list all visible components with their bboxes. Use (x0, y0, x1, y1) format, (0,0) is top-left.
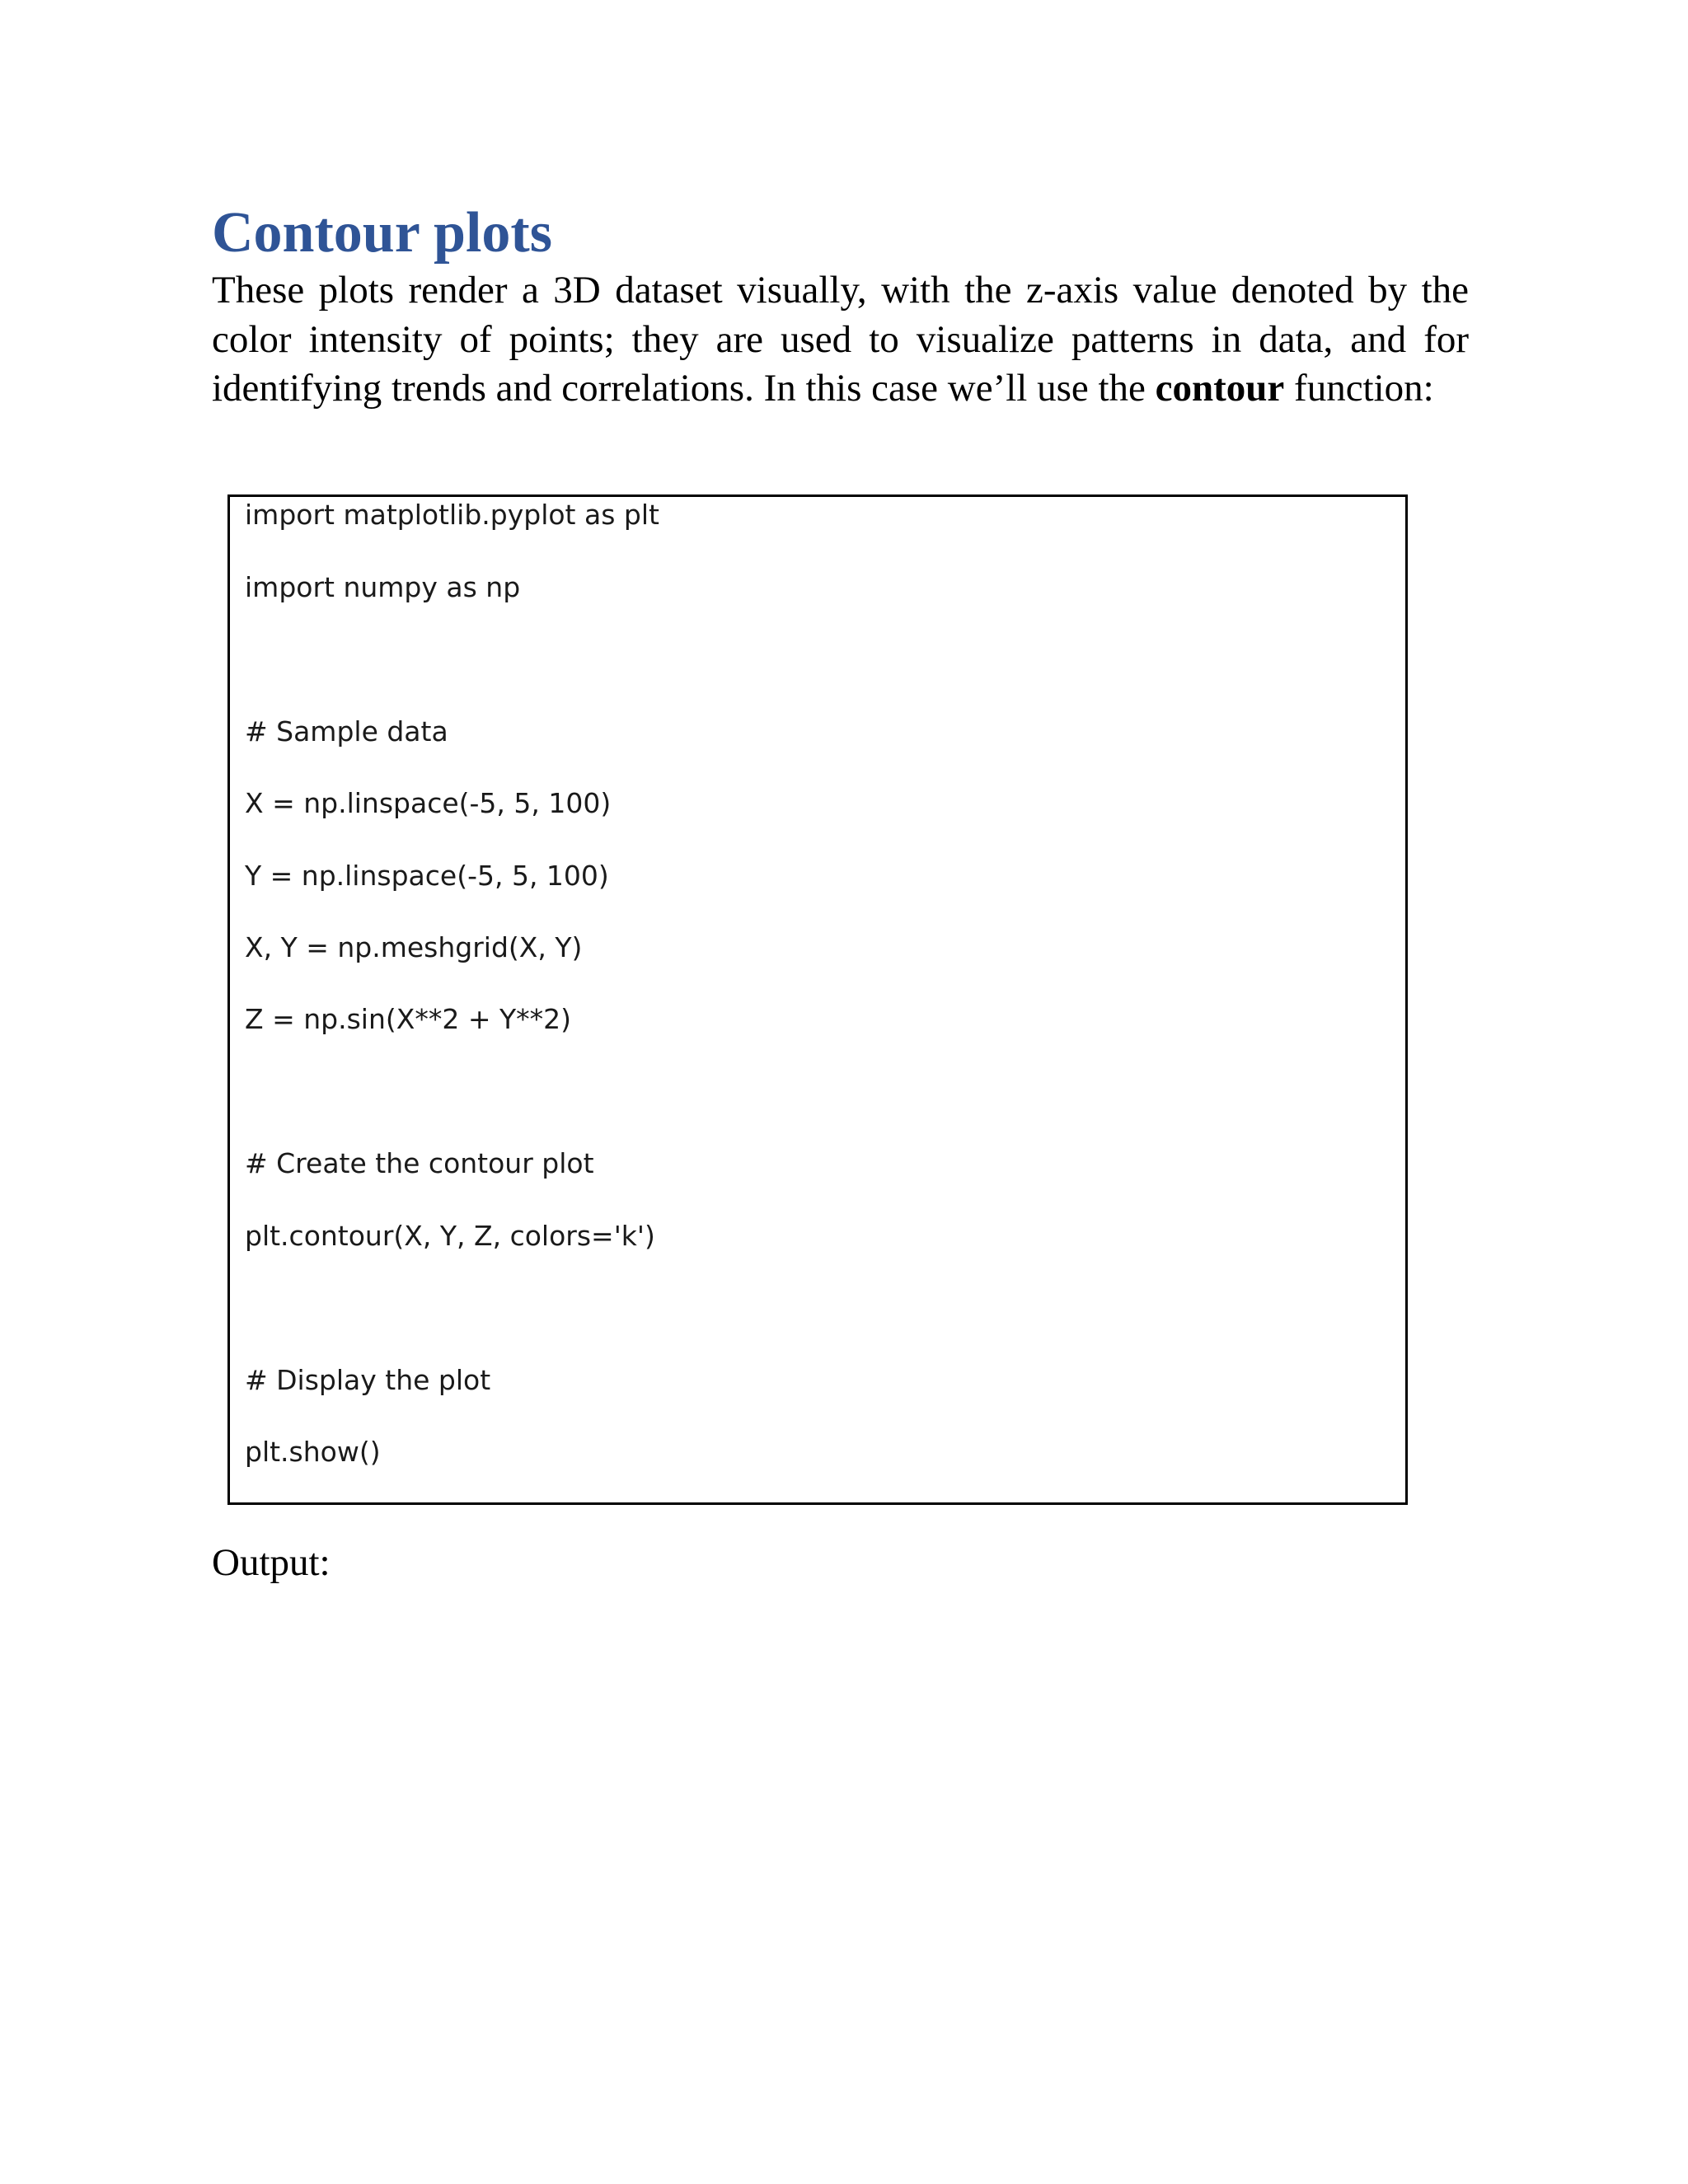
code-line: Z = np.sin(X**2 + Y**2) (245, 1003, 571, 1035)
output-label: Output: (212, 1541, 331, 1584)
intro-text-end: function: (1284, 367, 1434, 410)
function-name-bold: contour (1155, 367, 1285, 410)
code-line: import numpy as np (245, 571, 521, 603)
section-heading: Contour plots (212, 201, 552, 265)
intro-text: These plots render a 3D dataset visually, with the z-axis value denoted by the color intensity of points; they are used to visualize patterns in data, and for identifying trends and correlations. In this case we’ll use the (212, 269, 1469, 410)
code-line: plt.contour(X, Y, Z, colors='k') (245, 1220, 655, 1252)
intro-paragraph (212, 266, 1469, 414)
code-line: import matplotlib.pyplot as plt (245, 499, 659, 531)
code-comment: # Display the plot (245, 1364, 491, 1396)
code-line: X = np.linspace(-5, 5, 100) (245, 787, 612, 819)
code-comment: # Sample data (245, 715, 448, 748)
code-line: plt.show() (245, 1436, 381, 1468)
code-line: Y = np.linspace(-5, 5, 100) (245, 860, 609, 892)
code-line: X, Y = np.meshgrid(X, Y) (245, 931, 583, 963)
code-comment: # Create the contour plot (245, 1147, 594, 1179)
code-block (227, 494, 1408, 1505)
